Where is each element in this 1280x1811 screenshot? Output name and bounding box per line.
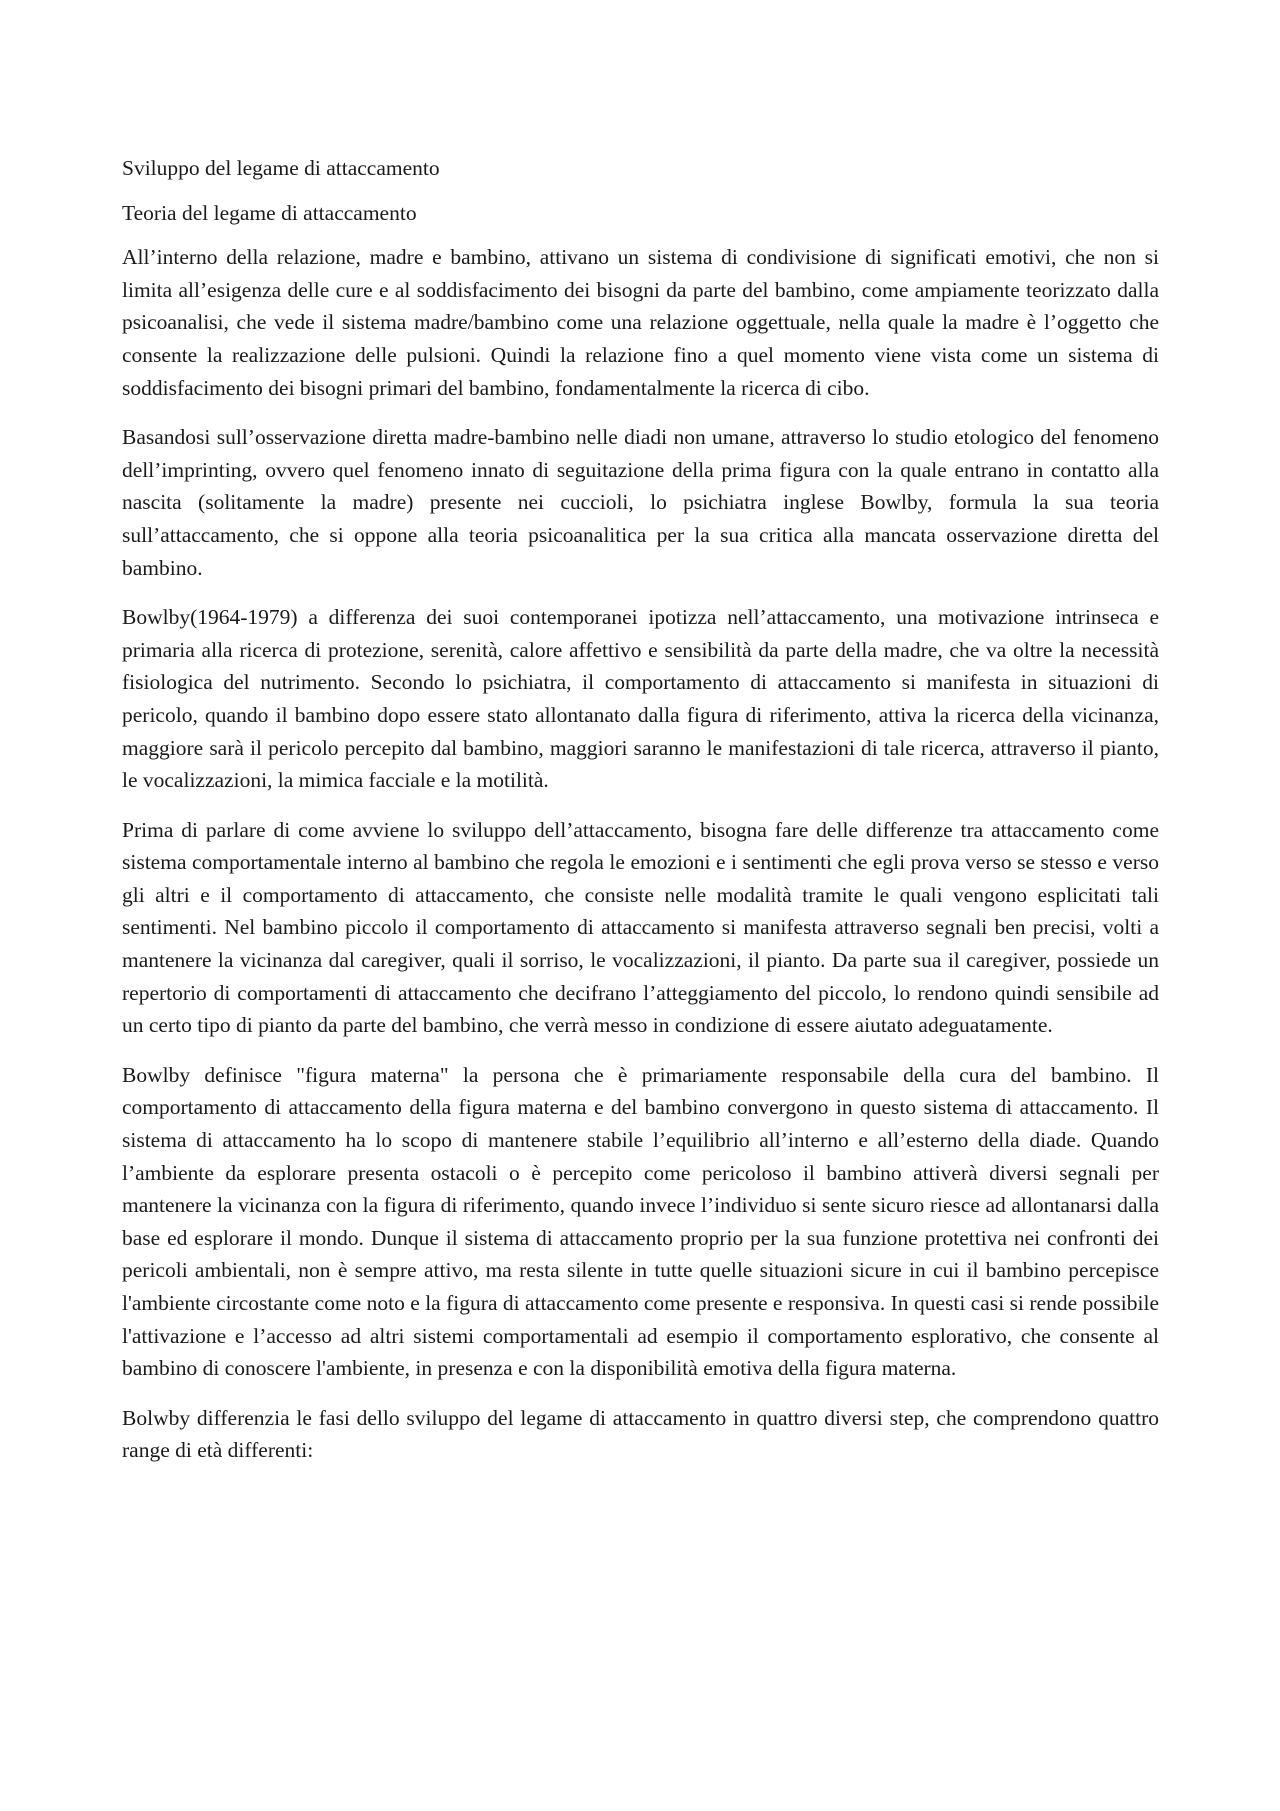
paragraph-development-phases: Bolwby differenzia le fasi dello sviluppo del legame di attaccamento in quattro diversi step, che comprendono quattro range di età differenti: xyxy=(122,1405,1159,1463)
document-body xyxy=(122,152,1159,1484)
paragraph-intro: All’interno della relazione, madre e bambino, attivano un sistema di condivisione di significati emotivi, che non si limita all’esigenza delle cure e al soddisfacimento dei bisogni da parte del bambino, come ampiamente teorizzato dalla psicoanalisi, che vede il sistema madre/bambino come una relazione oggettuale, nella quale la madre è l’oggetto che consente la realizzazione delle pulsioni. Quindi la relazione fino a quel momento viene vista come un sistema di soddisfacimento dei bisogni primari del bambino, fondamentalmente la ricerca di cibo. xyxy=(122,245,1159,400)
document-subtitle: Teoria del legame di attaccamento xyxy=(122,200,417,225)
document-title: Sviluppo del legame di attaccamento xyxy=(122,156,440,180)
paragraph-bowlby-theory: Bowlby(1964-1979) a differenza dei suoi contemporanei ipotizza nell’attaccamento, una motivazione intrinseca e primaria alla ricerca di protezione, serenità, calore affettivo e sensibilità da parte della madre, che va oltre la necessità fisiologica del nutrimento. Secondo lo psichiatra, il comportamento di attaccamento si manifesta in situazioni di pericolo, quando il bambino dopo essere stato allontanato dalla figura di riferimento, attiva la ricerca della vicinanza, maggiore sarà il pericolo percepito dal bambino, maggiori saranno le manifestazioni di tale ricerca, attraverso il pianto, le vocalizzazioni, la mimica facciale e la motilità. xyxy=(122,605,1159,793)
paragraph-attachment-behavior: Prima di parlare di come avviene lo sviluppo dell’attaccamento, bisogna fare delle differenze tra attaccamento come sistema comportamentale interno al bambino che regola le emozioni e i sentimenti che egli prova verso se stesso e verso gli altri e il comportamento di attaccamento, che consiste nelle modalità tramite le quali vengono esplicitati tali sentimenti. Nel bambino piccolo il comportamento di attaccamento si manifesta attraverso segnali ben precisi, volti a mantenere la vicinanza dal caregiver, quali il sorriso, le vocalizzazioni, il pianto. Da parte sua il caregiver, possiede un repertorio di comportamenti di attaccamento che decifrano l’atteggiamento del piccolo, lo rendono quindi sensibile ad un certo tipo di pianto da parte del bambino, che verrà messo in condizione di essere aiutato adeguatamente. xyxy=(122,817,1159,1038)
paragraph-imprinting: Basandosi sull’osservazione diretta madre-bambino nelle diadi non umane, attraverso lo studio etologico del fenomeno dell’imprinting, ovvero quel fenomeno innato di seguitazione della prima figura con la quale entrano in contatto alla nascita (solitamente la madre) presente nei cuccioli, lo psichiatra inglese Bowlby, formula la sua teoria sull’attaccamento, che si oppone alla teoria psicoanalitica per la sua critica alla mancata osservazione diretta del bambino. xyxy=(122,425,1159,580)
paragraph-maternal-figure: Bowlby definisce "figura materna" la persona che è primariamente responsabile della cura del bambino. Il comportamento di attaccamento della figura materna e del bambino convergono in questo sistema di attaccamento. Il sistema di attaccamento ha lo scopo di mantenere stabile l’equilibrio all’interno e all’esterno della diade. Quando l’ambiente da esplorare presenta ostacoli o è percepito come pericoloso il bambino attiverà diversi segnali per mantenere la vicinanza con la figura di riferimento, quando invece l’individuo si sente sicuro riesce ad allontanarsi dalla base ed esplorare il mondo. Dunque il sistema di attaccamento proprio per la sua funzione protettiva nei confronti dei pericoli ambientali, non è sempre attivo, ma resta silente in tutte quelle situazioni sicure in cui il bambino percepisce l'ambiente circostante come noto e la figura di attaccamento come presente e responsiva. In questi casi si rende possibile l'attivazione e l’accesso ad altri sistemi comportamentali ad esempio il comportamento esplorativo, che consente al bambino di conoscere l'ambiente, in presenza e con la disponibilità emotiva della figura materna. xyxy=(122,1062,1159,1381)
